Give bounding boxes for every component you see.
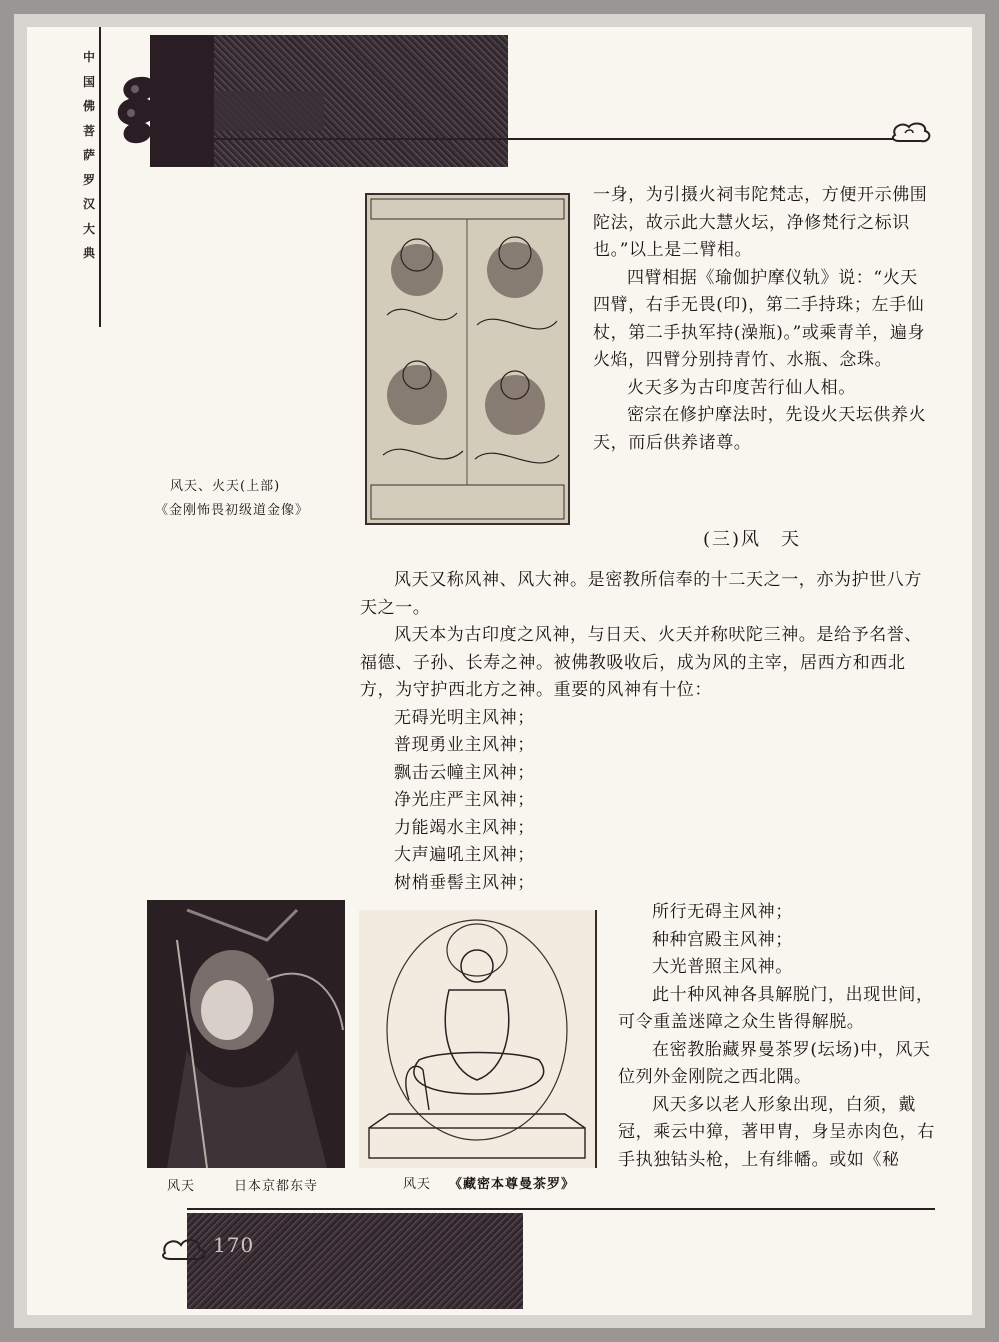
section-heading: (三)风 天 — [703, 529, 802, 550]
cloud-ornament-icon — [159, 1235, 211, 1263]
text-column-top — [593, 182, 933, 457]
book-page — [27, 27, 972, 1315]
footer-rule — [187, 1208, 935, 1210]
paragraph: 在密教胎藏界曼茶罗(坛场)中，风天位列外金刚院之西北隅。 — [618, 1039, 931, 1087]
paragraph: 此十种风神各具解脱门，出现世间，可令重盖迷障之众生皆得解脱。 — [618, 984, 934, 1032]
header-accent-block — [214, 91, 324, 131]
spine-title — [79, 45, 99, 266]
footer-texture-band — [187, 1213, 523, 1309]
paragraph: 四臂相据《瑜伽护摩仪轨》说：“火天四臂，右手无畏(印)，第二手持珠；左手仙杖，第二手执军持(澡瓶)。”或乘青羊，遍身火焰，四臂分别持青竹、水瓶、念珠。 — [593, 267, 926, 370]
list-item: 飘击云幢主风神； — [394, 762, 535, 783]
spine-char: 罗 — [82, 172, 95, 187]
spine-char: 大 — [82, 221, 95, 236]
list-item: 所行无碍主风神； — [652, 902, 793, 922]
spine-char: 萨 — [82, 148, 95, 162]
spine-char: 佛 — [82, 99, 95, 113]
spine-char: 中 — [82, 50, 95, 64]
figure-source: 日本京都东寺 — [234, 1179, 319, 1194]
spine-rule — [99, 27, 101, 327]
spine-char: 国 — [82, 74, 95, 89]
line-drawing-illustration — [359, 910, 597, 1168]
cloud-ornament-icon — [889, 119, 933, 145]
spine-char: 菩 — [82, 123, 95, 138]
figure-source: 《藏密本尊曼茶罗》 — [449, 1177, 576, 1192]
spine-char: 汉 — [82, 197, 95, 211]
paragraph: 风天多以老人形象出现，白须，戴冠，乘云中獐，著甲胄，身呈赤肉色，右手执独钴头枪，上有绯幡。或如《秘 — [618, 1094, 935, 1170]
text-column-middle — [360, 567, 935, 897]
header-rule — [214, 138, 894, 140]
list-item: 大光普照主风神。 — [652, 957, 793, 977]
text-column-lower — [618, 899, 936, 1174]
figure-caption: 风天、火天(上部) — [170, 479, 281, 494]
woodblock-illustration — [365, 193, 570, 525]
spine-char: 典 — [82, 246, 95, 260]
paragraph: 密宗在修护摩法时，先设火天坛供养火天，而后供养诸尊。 — [593, 405, 927, 453]
figure-source: 《金刚怖畏初级道金像》 — [155, 503, 310, 518]
list-item: 净光庄严主风神； — [394, 790, 535, 810]
figure-caption: 风天 — [403, 1177, 432, 1192]
figure-caption: 风天 — [167, 1179, 196, 1194]
page-number: 170 — [213, 1233, 255, 1257]
paragraph: 风天本为古印度之风神，与日天、火天并称吠陀三神。是给予名誉、福德、子孙、长寿之神。被佛教吸收后，成为风的主宰，居西方和西北方，为守护西北方之神。重要的风神有十位： — [360, 625, 922, 700]
paragraph: 火天多为古印度苦行仙人相。 — [627, 377, 856, 398]
painting-illustration — [147, 900, 345, 1168]
cloud-scroll-ornament-icon — [105, 69, 175, 149]
list-item: 树梢垂髻主风神； — [394, 872, 535, 893]
list-item: 力能竭水主风神； — [394, 817, 535, 838]
list-item: 无碍光明主风神； — [394, 707, 535, 728]
list-item: 大声遍吼主风神； — [394, 845, 535, 865]
paragraph: 风天又称风神、风大神。是密教所信奉的十二天之一，亦为护世八方天之一。 — [360, 570, 922, 618]
paragraph: 一身，为引摄火祠韦陀梵志，方便开示佛围陀法，故示此大慧火坛，净修梵行之标识也。”以上是二臂相。 — [593, 185, 928, 260]
list-item: 普现勇业主风神； — [394, 735, 535, 755]
list-item: 种种宫殿主风神； — [652, 929, 793, 950]
